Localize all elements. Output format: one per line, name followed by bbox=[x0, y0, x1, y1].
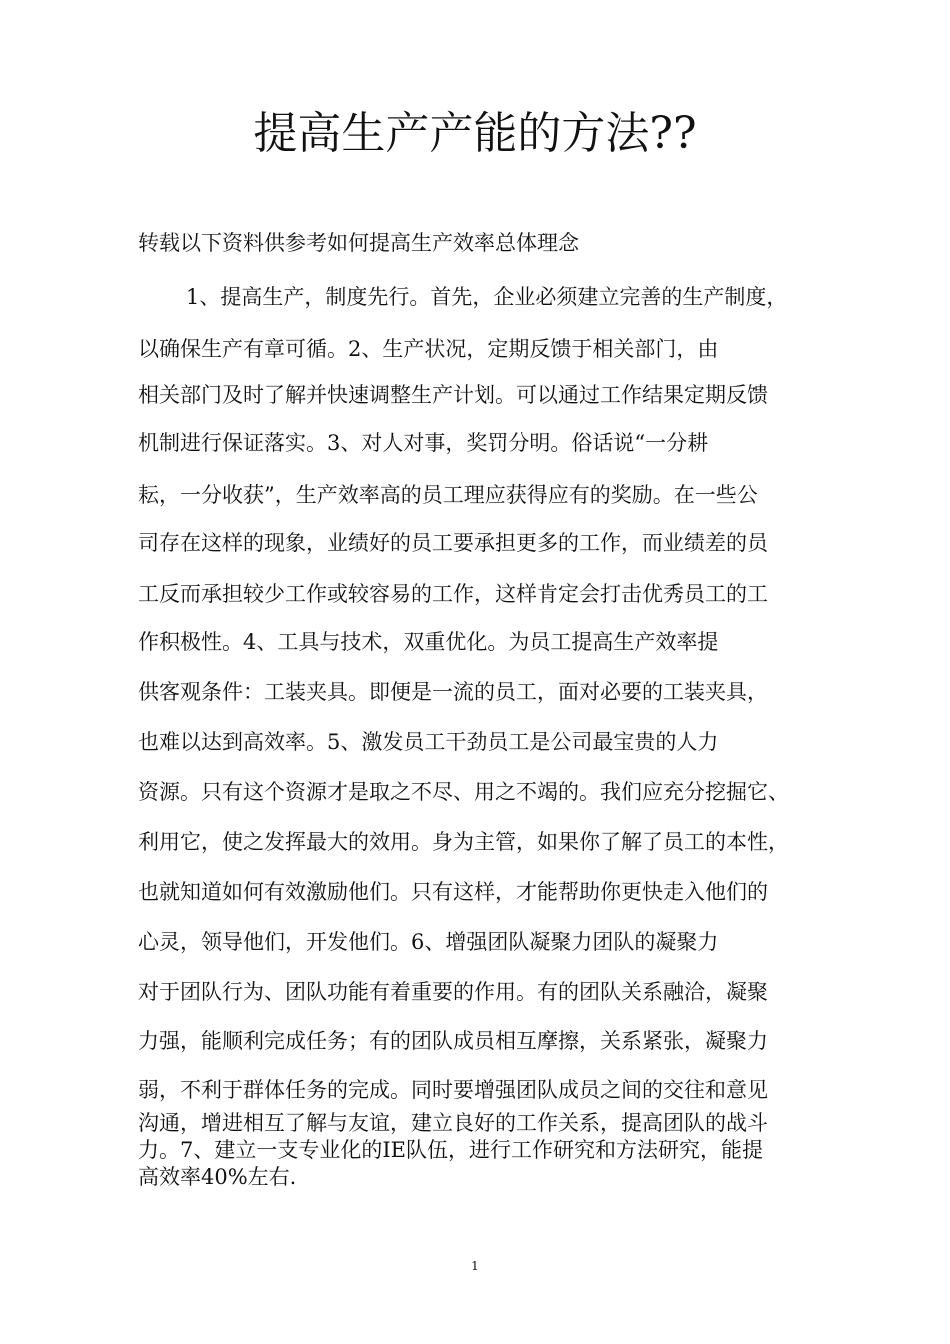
body-line: 1、提高生产，制度先行。首先，企业必须建立完善的生产制度， bbox=[186, 285, 788, 309]
body-line: 司存在这样的现象，业绩好的员工要承担更多的工作，而业绩差的员 bbox=[138, 531, 768, 555]
body-line: 心灵，领导他们，开发他们。6、增强团队凝聚力团队的凝聚力 bbox=[138, 930, 719, 954]
body-line: 力。7、建立一支专业化的IE队伍，进行工作研究和方法研究，能提 bbox=[138, 1138, 763, 1162]
page-title: 提高生产产能的方法?? bbox=[253, 108, 697, 159]
body-line: 作积极性。4、工具与技术，双重优化。为员工提高生产效率提 bbox=[138, 630, 719, 654]
body-line: 沟通，增进相互了解与友谊，建立良好的工作关系，提高团队的战斗 bbox=[138, 1111, 768, 1135]
body-line: 弱，不利于群体任务的完成。同时要增强团队成员之间的交往和意见 bbox=[138, 1078, 768, 1102]
body-line: 高效率40%左右. bbox=[138, 1165, 297, 1189]
body-line: 相关部门及时了解并快速调整生产计划。可以通过工作结果定期反馈 bbox=[138, 383, 768, 407]
body-line: 也难以达到高效率。5、激发员工干劲员工是公司最宝贵的人力 bbox=[138, 730, 719, 754]
intro-line: 转载以下资料供参考如何提高生产效率总体理念 bbox=[138, 231, 579, 255]
body-line: 资源。只有这个资源才是取之不尽、用之不竭的。我们应充分挖掘它、 bbox=[138, 780, 789, 804]
body-line: 也就知道如何有效激励他们。只有这样，才能帮助你更快走入他们的 bbox=[138, 880, 768, 904]
body-line: 以确保生产有章可循。2、生产状况，定期反馈于相关部门，由 bbox=[138, 337, 719, 361]
body-line: 利用它，使之发挥最大的效用。身为主管，如果你了解了员工的本性， bbox=[138, 830, 789, 854]
page-number: 1 bbox=[471, 1259, 479, 1273]
body-line: 力强，能顺利完成任务；有的团队成员相互摩擦，关系紧张，凝聚力 bbox=[138, 1029, 768, 1053]
body-line: 供客观条件：工装夹具。即便是一流的员工，面对必要的工装夹具， bbox=[138, 680, 768, 704]
body-line: 耘，一分收获”，生产效率高的员工理应获得应有的奖励。在一些公 bbox=[138, 483, 758, 507]
body-line: 工反而承担较少工作或较容易的工作，这样肯定会打击优秀员工的工 bbox=[138, 582, 768, 606]
body-line: 机制进行保证落实。3、对人对事，奖罚分明。俗话说“一分耕 bbox=[138, 431, 709, 455]
body-line: 对于团队行为、团队功能有着重要的作用。有的团队关系融洽，凝聚 bbox=[138, 980, 768, 1004]
